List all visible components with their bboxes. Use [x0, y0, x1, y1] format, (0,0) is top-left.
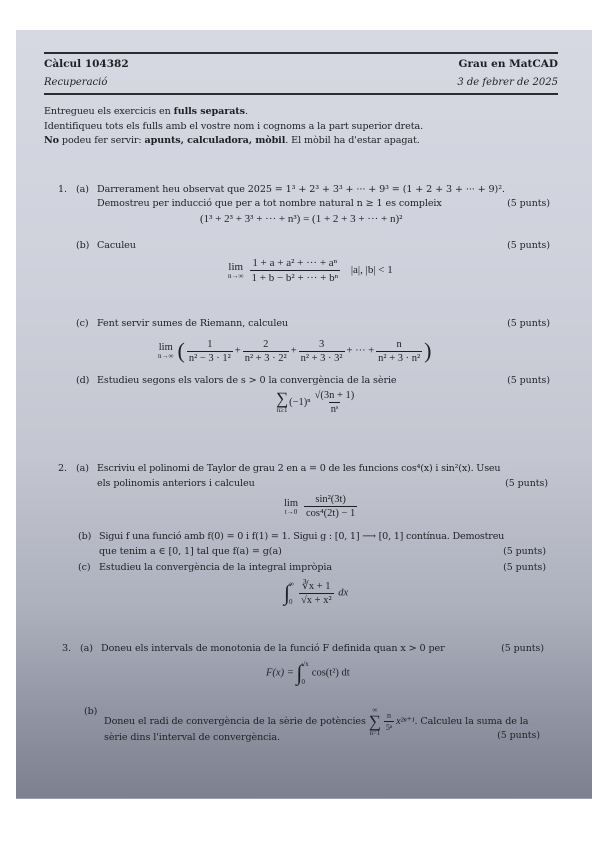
integral-limits: [301, 660, 308, 686]
differential: dx: [338, 587, 349, 599]
formula: [266, 660, 350, 686]
integral-sign-icon: ∫: [284, 580, 291, 605]
denominator: n² + 3 · 2²: [244, 352, 287, 364]
fraction: [304, 494, 357, 519]
points: (5 punts): [497, 730, 540, 741]
instruction-text: .: [244, 106, 248, 117]
part-label: (a): [80, 643, 93, 654]
denominator: 5ⁿ: [385, 723, 393, 732]
question-number: 1.: [58, 184, 67, 195]
fraction: [313, 390, 357, 415]
numerator: 1: [207, 338, 213, 350]
exam-date: 3 de febrer de 2025: [457, 77, 558, 88]
part-text: Escriviu el polinomi de Taylor de grau 2 en a = 0 de les funcions cos⁴(x) i sin²(x). Useu: [97, 463, 501, 474]
degree-name: Grau en MatCAD: [458, 58, 558, 70]
denominator: n² + 3 · n²: [378, 352, 421, 364]
summation: [369, 706, 381, 737]
part-text: que tenim a ∈ [0, 1] tal que f(a) = g(a): [99, 546, 282, 557]
numerator: 3: [318, 338, 325, 350]
sum-subscript: n=1: [369, 729, 381, 737]
denominator: √x + x²: [301, 595, 332, 606]
summation: [276, 391, 288, 414]
denominator: n² + 3 · 3²: [300, 352, 343, 364]
instruction-line-2: Identifiqueu tots els fulls amb el vostre nom i cognoms a la part superior dreta.: [44, 121, 424, 132]
limit-operator: [158, 342, 174, 360]
limit-operator: [284, 498, 298, 516]
part-text: els polinomis anteriors i calculeu: [97, 478, 255, 489]
numerator: ∛x + 1: [302, 581, 331, 592]
part-label: (b): [84, 706, 98, 717]
denominator: nˢ: [330, 404, 339, 415]
fraction: [299, 580, 334, 606]
fraction: [299, 339, 345, 364]
function-name: F(x) =: [266, 667, 294, 679]
points: (5 punts): [501, 643, 544, 654]
formula: [368, 706, 415, 737]
numerator: sin²(3t): [315, 494, 346, 505]
lim-subscript: n→∞: [228, 272, 244, 280]
part-label: (c): [76, 318, 89, 329]
fraction: [250, 257, 341, 284]
fraction: [376, 339, 422, 364]
integral: [296, 660, 311, 686]
numerator: 1 + a + a² + ··· + aⁿ: [252, 257, 338, 269]
sum-subscript: n≥1: [276, 406, 288, 414]
left-paren: (: [177, 338, 185, 363]
points: (5 punts): [503, 546, 546, 557]
part-label: (a): [76, 463, 89, 474]
formula: (1³ + 2³ + 3³ + ··· + n³) = (1 + 2 + 3 + ··· + n)²: [200, 213, 403, 225]
fraction: [243, 339, 289, 364]
lim-subscript: n→∞: [158, 352, 174, 360]
sum-superscript: ∞: [372, 706, 378, 714]
sign-factor: (−1)ⁿ: [289, 396, 311, 408]
numerator: 2: [263, 338, 269, 350]
instruction-emphasis: apunts, calculadora, mòbil: [144, 135, 286, 146]
exam-type: Recuperació: [44, 77, 108, 88]
lower-limit: 0: [289, 598, 293, 606]
sigma-icon: ∑: [368, 712, 381, 731]
part-text: Demostreu per inducció que per a tot nombre natural n ≥ 1 es compleix: [97, 198, 442, 209]
part-label: (b): [78, 531, 92, 542]
part-label: (a): [76, 184, 89, 195]
part-text: Estudieu segons els valors de s > 0 la convergència de la sèrie: [97, 375, 397, 386]
sigma-icon: ∑: [276, 389, 289, 408]
formula: [284, 494, 359, 519]
points: (5 punts): [505, 478, 548, 489]
denominator: 1 + b − b² + ··· + bⁿ: [251, 272, 339, 284]
header-top-rule: [44, 52, 558, 54]
upper-limit: ∞: [289, 580, 295, 588]
numerator: n: [396, 338, 402, 350]
part-label: (d): [76, 375, 90, 386]
formula: lim n→∞ ( $\frac{1}{\text{n² − 3 · 1²}}$ + $\frac{2}{\text{n² + 3 · 2²}}$ + $\frac{3}{\text{n² + 3 · 3²}}$ + ··· + $\frac{n}{\text{n² + 3 · n²}}$ ): [158, 338, 432, 364]
fraction: [384, 711, 394, 732]
formula: [284, 580, 348, 606]
limit-operator: [228, 261, 244, 280]
part-text: Darrerament heu observat que 2025 = 1³ + 2³ + 3³ + ··· + 9³ = (1 + 2 + 3 + ··· + 9)².: [97, 184, 505, 195]
header-bottom-rule: [44, 93, 558, 95]
lim-text: lim: [158, 342, 173, 353]
question-number: 3.: [62, 643, 71, 654]
upper-limit: √x: [301, 660, 309, 668]
fraction: [187, 339, 233, 364]
lim-subscript: t→0: [284, 507, 298, 516]
instruction-text: podeu fer servir:: [58, 135, 145, 146]
instruction-line-1: [44, 106, 248, 117]
instruction-emphasis: fulls separats: [173, 106, 245, 117]
points: (5 punts): [507, 375, 550, 386]
instruction-emphasis: No: [44, 135, 59, 146]
lim-text: lim: [228, 261, 244, 273]
power-term: x²ⁿ⁺¹: [396, 715, 415, 727]
numerator: n: [387, 711, 391, 720]
part-text: Doneu els intervals de monotonia de la funció F definida quan x > 0 per: [101, 643, 445, 654]
integrand: cos(t²) dt: [311, 667, 350, 679]
part-text-segment: Doneu el radi de convergència de la sèrie de potències: [104, 715, 366, 727]
instruction-text: . El mòbil ha d'estar apagat.: [285, 135, 420, 146]
lim-text: lim: [284, 497, 299, 509]
numerator: √(3n + 1): [314, 390, 355, 401]
right-paren: ): [424, 338, 432, 363]
question-number: 2.: [58, 463, 67, 474]
integral-sign-icon: ∫: [296, 660, 303, 685]
part-text: sèrie dins l'interval de convergència.: [104, 732, 280, 743]
denominator: cos⁴(2t) − 1: [306, 508, 356, 519]
formula: [276, 390, 358, 415]
points: (5 punts): [503, 562, 546, 573]
lower-limit: 0: [301, 678, 305, 686]
points: (5 punts): [507, 240, 550, 251]
points: (5 punts): [507, 318, 550, 329]
points: (5 punts): [507, 198, 550, 209]
part-text: Caculeu: [97, 240, 136, 251]
part-text: Estudieu la convergència de la integral impròpia: [99, 562, 332, 573]
part-text-segment: . Calculeu la suma de la: [414, 715, 529, 727]
instruction-text: Entregueu els exercicis en: [44, 106, 174, 117]
instruction-line-3: [44, 135, 420, 146]
condition: |a|, |b| < 1: [350, 264, 393, 277]
part-label: (c): [78, 562, 91, 573]
part-label: (b): [76, 240, 90, 251]
integral-limits: [289, 580, 294, 606]
course-title: Càlcul 104382: [44, 58, 129, 70]
integral: [284, 580, 297, 606]
denominator: n² − 3 · 1²: [188, 352, 231, 364]
formula: [228, 257, 393, 284]
part-text: Sigui f una funció amb f(0) = 0 i f(1) = 1. Sigui g : [0, 1] ⟶ [0, 1] contínua. Demostreu: [99, 531, 505, 542]
part-text: Fent servir sumes de Riemann, calculeu: [97, 318, 289, 329]
